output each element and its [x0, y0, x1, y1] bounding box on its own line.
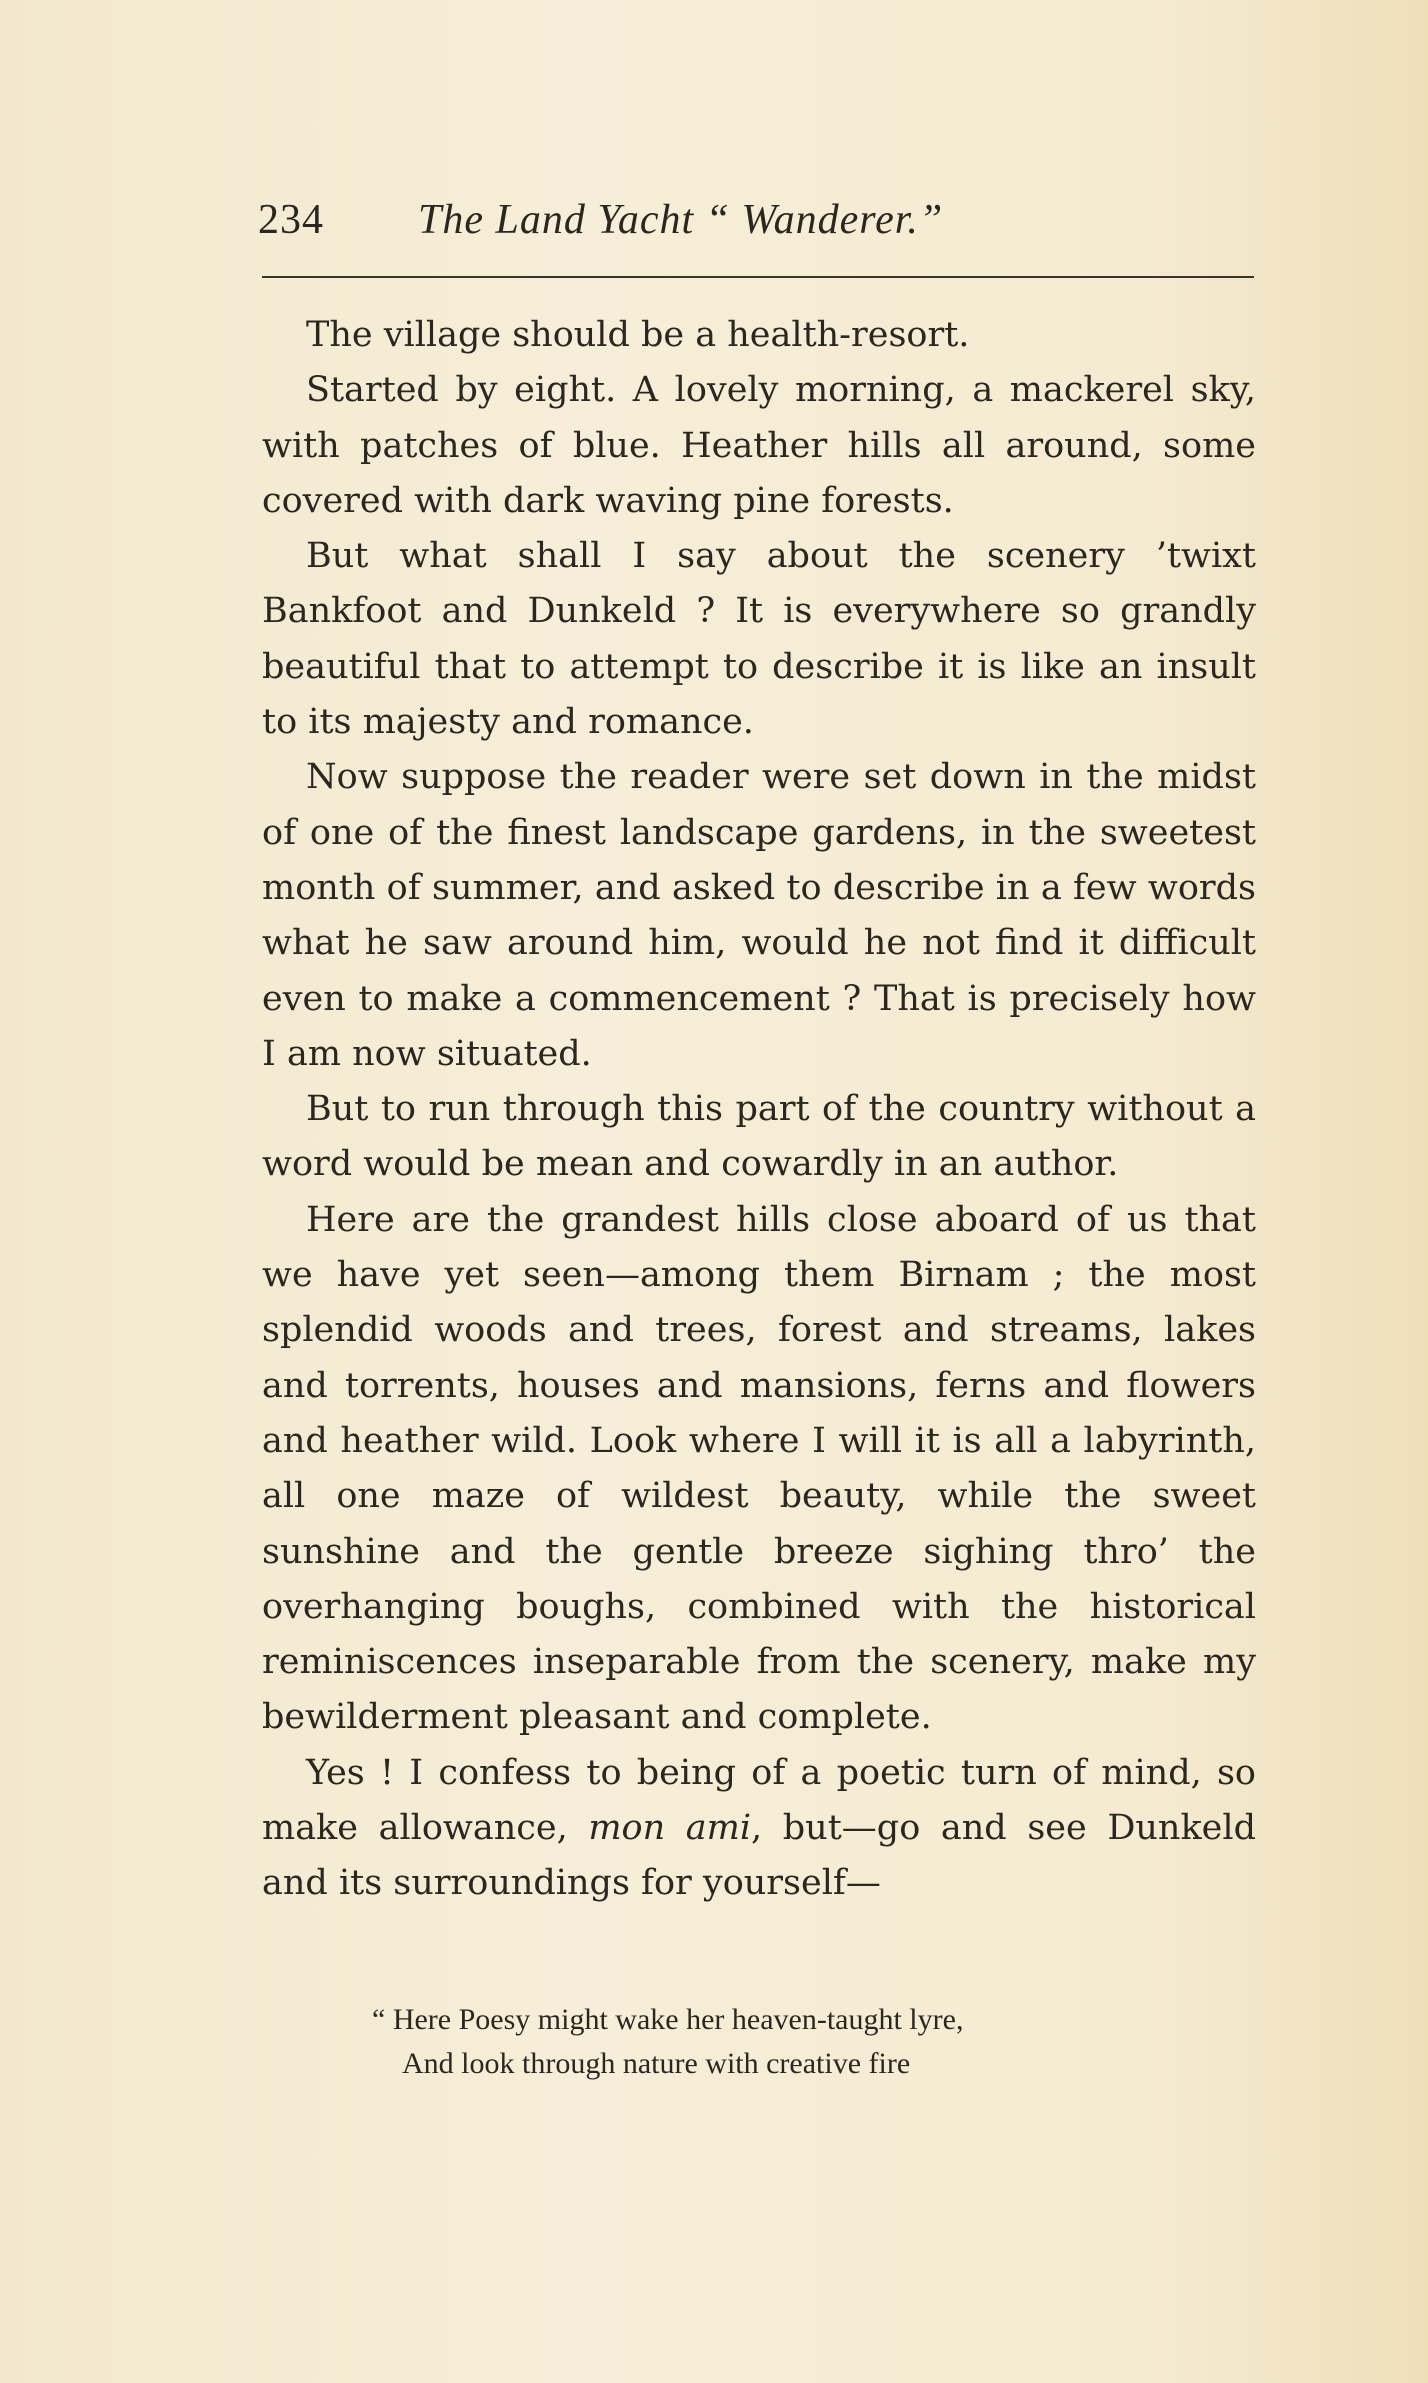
page-header	[258, 196, 1258, 256]
poem-line: “ Here Poesy might wake her heaven-taught lyre,	[372, 2003, 964, 2036]
paragraph-text: Yes ! I confess to being of a poetic turn of mind, so make allowance,	[262, 1752, 1256, 1849]
paragraph	[262, 1746, 1256, 1912]
paragraph	[262, 750, 1256, 1082]
paragraph-text: Started by eight. A lovely morning, a mackerel sky, with patches of blue. Heather hills all around, some covered with dark waving pine forests.	[262, 370, 1256, 521]
page-number: 234	[258, 197, 324, 243]
running-title: The Land Yacht “ Wanderer.”	[418, 197, 944, 243]
paragraph-text: But to run through this part of the country without a word would be mean and cowardly in an author.	[262, 1089, 1256, 1185]
paragraph-text: , but—go and see Dunkeld and its surroundings for yourself—	[262, 1808, 1256, 1904]
header-rule	[262, 276, 1254, 278]
body-text	[262, 308, 1256, 1912]
paragraph-text: Here are the grandest hills close aboard of us that we have yet seen—among them Birnam ; the most splendid woods and trees, forest and streams, lakes and torrents, houses and mansions, ferns and flowers and heather wild. Look where I will it is all a labyrinth, all one maze of wildest beauty, while the sweet sunshine and the gentle breeze sighing thro’ the overhanging boughs, combined with the historical reminiscences inseparable from the scenery, make my bewilderment pleasant and complete.	[262, 1199, 1256, 1738]
paragraph	[262, 1193, 1256, 1746]
paragraph-text: But what shall I say about the scenery ’twixt Bankfoot and Dunkeld ? It is everywhere so grandly beautiful that to attempt to describe it is like an insult to its majesty and romance.	[262, 536, 1256, 743]
poem-quote	[372, 1998, 963, 2086]
paragraph-text: The village should be a health-resort.	[306, 315, 970, 355]
paragraph	[262, 308, 1256, 363]
paragraph	[262, 363, 1256, 529]
italic-phrase: mon ami	[588, 1808, 752, 1849]
paragraph	[262, 1082, 1256, 1193]
poem-line: And look through nature with creative fire	[402, 2047, 911, 2080]
paragraph-text: Now suppose the reader were set down in the midst of one of the finest landscape gardens, in the sweetest month of summer, and asked to describe in a few words what he saw around him, would he not find it difficult even to make a commencement ? That is precisely how I am now situated.	[262, 757, 1256, 1074]
paragraph	[262, 529, 1256, 750]
